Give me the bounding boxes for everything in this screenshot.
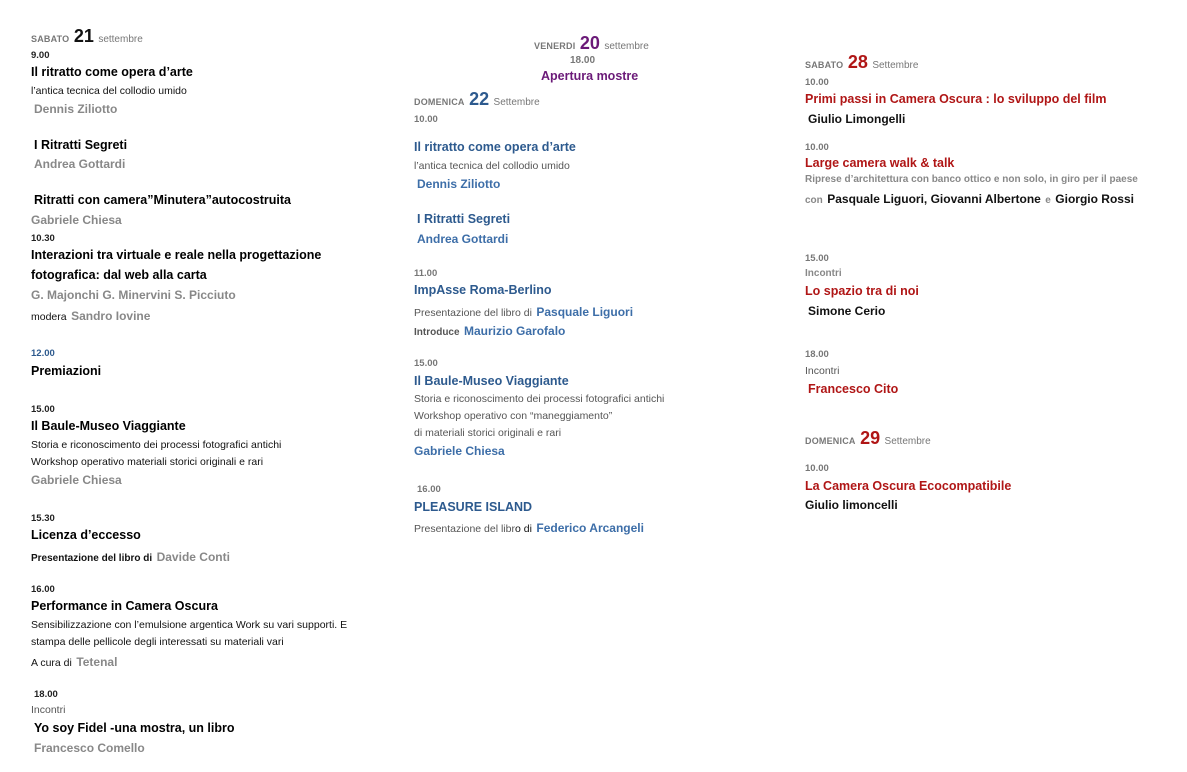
- author-name: Pasquale Liguori: [536, 305, 634, 319]
- guest-names: Pasquale Liguori, Giovanni Albertone: [827, 192, 1041, 206]
- event-title: Il Baule-Museo Viaggiante: [414, 374, 569, 388]
- event-description: Sensibilizzazione con l’emulsione argentica Work su vari supporti. E: [31, 619, 348, 631]
- event-time: 10.00: [805, 142, 829, 153]
- event-time: 16.00: [31, 584, 55, 595]
- event-title: Large camera walk & talk: [805, 156, 955, 170]
- event-time: 11.00: [414, 268, 438, 279]
- book-label: Presentazione del libro di: [31, 553, 153, 564]
- event-description: l’antica tecnica del collodio umido: [414, 160, 570, 172]
- event-description: di materiali storici originali e rari: [414, 427, 562, 439]
- speaker-name: Francesco Comello: [34, 741, 145, 755]
- event-time: 15.00: [805, 253, 829, 264]
- day-name: SABATO: [31, 34, 70, 44]
- day-number: 21: [73, 26, 94, 46]
- curator-label: A cura di: [31, 657, 72, 669]
- event-description: Riprese d’architettura con banco ottico e non solo, in giro per il paese: [805, 174, 1138, 185]
- event-title: La Camera Oscura Ecocompatibile: [805, 479, 1012, 493]
- day-header: [805, 52, 918, 73]
- curator-name: Tetenal: [76, 655, 118, 669]
- event-time: 10.00: [805, 77, 829, 88]
- event-description: stampa delle pellicole degli interessati su materiali vari: [31, 636, 284, 648]
- and-label: e: [1045, 195, 1051, 206]
- event-time: 10.00: [805, 463, 829, 474]
- introducer-line: [414, 322, 565, 340]
- opening-time: 18.00: [570, 55, 596, 66]
- day-name: DOMENICA: [805, 436, 856, 446]
- month-label: settembre: [98, 34, 143, 45]
- event-title: I Ritratti Segreti: [34, 138, 128, 152]
- speaker-name: Giulio Limongelli: [808, 112, 906, 126]
- event-subtitle: Incontri: [31, 704, 66, 716]
- event-description: Storia e riconoscimento dei processi fotografici antichi: [414, 393, 665, 405]
- day-number: 29: [860, 428, 881, 448]
- speaker-name: Dennis Ziliotto: [417, 177, 501, 191]
- book-line: [31, 548, 230, 566]
- day-number: 22: [469, 89, 490, 109]
- speaker-name: Francesco Cito: [808, 382, 899, 396]
- opening-header: [534, 33, 649, 54]
- event-time: 15.00: [414, 358, 438, 369]
- event-time: 15.30: [31, 513, 55, 524]
- speaker-name: Gabriele Chiesa: [31, 213, 122, 227]
- event-time: 15.00: [31, 404, 55, 415]
- event-title: ImpAsse Roma-Berlino: [414, 283, 552, 297]
- with-label: con: [805, 195, 823, 206]
- curator-line: [31, 653, 117, 671]
- day-header: [31, 26, 143, 47]
- event-title-line1: Interazioni tra virtuale e reale nella progettazione: [31, 248, 322, 262]
- author-name: Federico Arcangeli: [536, 521, 644, 535]
- event-description: Storia e riconoscimento dei processi fotografici antichi: [31, 439, 282, 451]
- event-time: 9.00: [31, 50, 50, 61]
- speaker-name: Giulio limoncelli: [805, 498, 898, 512]
- guest-name: Giorgio Rossi: [1055, 192, 1134, 206]
- event-time: 18.00: [34, 689, 58, 700]
- author-name: Davide Conti: [156, 550, 230, 564]
- month-label: Settembre: [493, 97, 540, 108]
- day-header: [414, 89, 540, 110]
- book-label: Presentazione del libr: [414, 523, 515, 535]
- day-name: SABATO: [805, 60, 844, 70]
- day-number: 28: [847, 52, 868, 72]
- introducer-label: Introduce: [414, 327, 460, 338]
- guests-line: [805, 190, 1134, 208]
- event-title: Premiazioni: [31, 364, 102, 378]
- day-name: VENERDI: [534, 41, 576, 51]
- event-title: I Ritratti Segreti: [417, 212, 511, 226]
- speaker-name: Gabriele Chiesa: [31, 473, 122, 487]
- book-line: [414, 303, 633, 321]
- moderator-line: [31, 307, 150, 325]
- month-label: settembre: [604, 41, 649, 52]
- event-description: Workshop operativo con “maneggiamento”: [414, 410, 613, 422]
- book-line: [414, 519, 644, 537]
- event-time: 10.30: [31, 233, 55, 244]
- event-time: 12.00: [31, 348, 55, 359]
- moderator-name: Sandro Iovine: [71, 309, 151, 323]
- speaker-name: Dennis Ziliotto: [34, 102, 118, 116]
- event-title: Il Baule-Museo Viaggiante: [31, 419, 186, 433]
- event-description: Workshop operativo materiali storici originali e rari: [31, 456, 264, 468]
- event-title: Il ritratto come opera d’arte: [31, 65, 193, 79]
- day-header: [805, 428, 931, 449]
- month-label: Settembre: [884, 436, 931, 447]
- day-name: DOMENICA: [414, 97, 465, 107]
- event-title: Lo spazio tra di noi: [805, 284, 919, 298]
- event-time: 10.00: [414, 114, 438, 125]
- speaker-names: G. Majonchi G. Minervini S. Picciuto: [31, 288, 236, 302]
- moderator-label: modera: [31, 311, 67, 323]
- event-time: 16.00: [417, 484, 441, 495]
- book-label: Presentazione del libro di: [414, 307, 532, 319]
- event-subtitle: Incontri: [805, 268, 842, 279]
- event-title-line2: fotografica: dal web alla carta: [31, 268, 207, 282]
- introducer-name: Maurizio Garofalo: [464, 324, 566, 338]
- event-subtitle: Incontri: [805, 365, 840, 377]
- event-title: Performance in Camera Oscura: [31, 599, 218, 613]
- book-label-tail: o di: [514, 523, 532, 535]
- event-title: Il ritratto come opera d’arte: [414, 140, 576, 154]
- day-number: 20: [579, 33, 600, 53]
- event-title: Ritratti con camera”Minutera”autocostruita: [34, 193, 291, 207]
- speaker-name: Gabriele Chiesa: [414, 444, 505, 458]
- speaker-name: Andrea Gottardi: [417, 232, 509, 246]
- month-label: Settembre: [872, 60, 919, 71]
- event-time: 18.00: [805, 349, 829, 360]
- event-title: PLEASURE ISLAND: [414, 500, 533, 514]
- event-title: Licenza d’eccesso: [31, 528, 141, 542]
- event-title: Primi passi in Camera Oscura : lo sviluppo del film: [805, 92, 1107, 106]
- speaker-name: Simone Cerio: [808, 304, 886, 318]
- event-title: Yo soy Fidel -una mostra, un libro: [34, 721, 235, 735]
- speaker-name: Andrea Gottardi: [34, 157, 126, 171]
- opening-title: Apertura mostre: [541, 69, 639, 83]
- event-description: l’antica tecnica del collodio umido: [31, 85, 187, 97]
